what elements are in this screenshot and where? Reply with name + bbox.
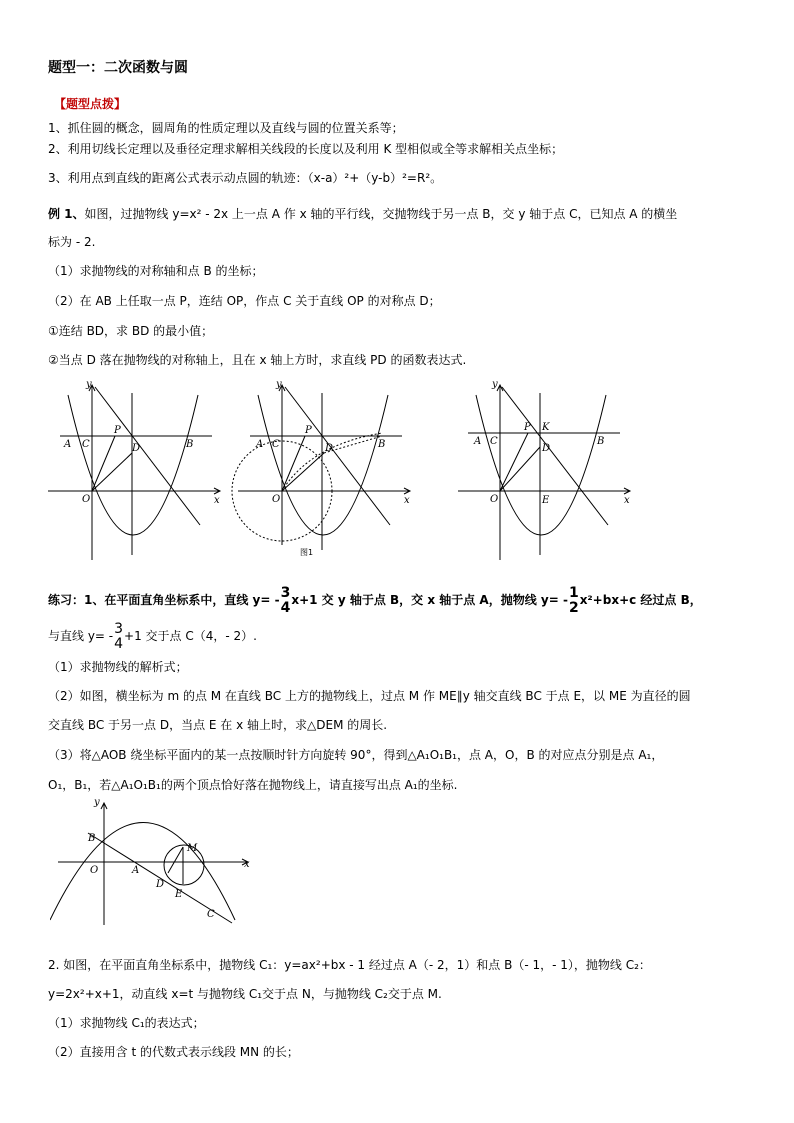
practice2-line1: 2. 如图，在平面直角坐标系中，抛物线 C₁：y=ax²+bx - 1 经过点 A（- 2，1）和点 B（- 1，- 1），抛物线 C₂： xyxy=(48,958,651,972)
fig2-label-o: O xyxy=(272,494,281,505)
practice1-text-b: x+1 交 y 轴于点 B，交 x 轴于点 A，抛物线 y= - xyxy=(291,593,568,607)
practice2-line2: y=2x²+x+1，动直线 x=t 与抛物线 C₁交于点 N，与抛物线 C₂交于点 M. xyxy=(48,987,442,1001)
example1-text: 如图，过抛物线 y=x² - 2x 上一点 A 作 x 轴的平行线，交抛物线于另一点 B，交 y 轴于点 C，已知点 A 的横坐 xyxy=(84,207,678,221)
practice1-line2 xyxy=(48,614,257,658)
parabola xyxy=(50,823,235,921)
fig3-label-e: E xyxy=(542,495,550,506)
practice1-label: 练习：1、在平面直角坐标系中， xyxy=(48,593,225,607)
practice1-q2-line2: 交直线 BC 于另一点 D，当点 E 在 x 轴上时，求△DEM 的周长. xyxy=(48,718,388,732)
practice1-q3-line2: O₁，B₁，若△A₁O₁B₁的两个顶点恰好落在抛物线上，请直接写出点 A₁的坐标. xyxy=(48,778,458,792)
example1-q2: （2）在 AB 上任取一点 P，连结 OP，作点 C 关于直线 OP 的对称点 D； xyxy=(48,294,441,308)
fig2-label-a: A xyxy=(256,439,264,450)
practice-label-d: D xyxy=(156,879,165,890)
practice-label-x: x xyxy=(244,859,250,870)
line-pd xyxy=(95,387,200,525)
practice-label-c: C xyxy=(207,909,215,920)
practice2-q1: （1）求抛物线 C₁的表达式； xyxy=(48,1016,205,1030)
figure-caption: 图1 xyxy=(300,548,314,557)
parabola xyxy=(258,395,388,535)
dotted-arc xyxy=(282,433,382,491)
fig2-label-d: D xyxy=(325,443,334,454)
segment-op xyxy=(500,433,528,491)
fig1-label-x: x xyxy=(214,495,220,506)
fraction-numerator: 3 xyxy=(280,584,291,601)
segment-op xyxy=(92,436,115,491)
fig2-label-y: y xyxy=(276,379,282,390)
fig3-label-y: y xyxy=(492,379,498,390)
section-title: 题型一：二次函数与圆 xyxy=(48,60,188,76)
practice1-figure xyxy=(50,795,270,930)
line-pd xyxy=(502,387,608,525)
fraction-3-4 xyxy=(281,586,291,616)
circle-me xyxy=(164,845,204,885)
line-pd xyxy=(285,387,390,525)
practice1-q2-line1: （2）如图，横坐标为 m 的点 M 在直线 BC 上方的抛物线上，过点 M 作 ME∥y 轴交直线 BC 于点 E，以 ME 为直径的圆 xyxy=(48,689,691,703)
practice-label-o: O xyxy=(90,865,99,876)
practice1-text-a: 直线 y= - xyxy=(224,593,280,607)
tip-2: 2、利用切线长定理以及垂径定理求解相关线段的长度以及利用 K 型相似或全等求解相关点坐标； xyxy=(48,142,564,156)
fig1-label-a: A xyxy=(64,439,72,450)
fig3-label-o: O xyxy=(490,494,499,505)
fig2-label-c: C xyxy=(272,439,280,450)
fig3-label-b: B xyxy=(597,436,605,447)
example1-line1 xyxy=(48,206,677,222)
practice-label-y: y xyxy=(94,797,100,808)
example1-label: 例 1、 xyxy=(48,207,85,221)
fig2-label-x: x xyxy=(404,495,410,506)
practice1-figure-shapes xyxy=(50,803,248,925)
tips-header: 【题型点拨】 xyxy=(54,97,127,111)
segment-od xyxy=(500,447,540,491)
fig3-label-k: K xyxy=(542,422,550,433)
fraction-denominator: 2 xyxy=(568,599,579,616)
fig1-label-p: P xyxy=(114,425,121,436)
tip-1: 1、抓住圆的概念，圆周角的性质定理以及直线与圆的位置关系等； xyxy=(48,121,404,135)
fraction-numerator: 3 xyxy=(114,620,124,637)
example1-q2a: ①连结 BD，求 BD 的最小值； xyxy=(48,324,214,338)
fig2-label-b: B xyxy=(378,439,386,450)
figure-1 xyxy=(48,385,220,560)
fig3-label-p: P xyxy=(524,422,531,433)
fraction-1-2 xyxy=(569,586,579,616)
example1-q1: （1）求抛物线的对称轴和点 B 的坐标； xyxy=(48,264,264,278)
fraction-denominator: 4 xyxy=(280,599,291,616)
segment-od xyxy=(282,453,324,491)
fig2-label-p: P xyxy=(305,425,312,436)
example1-line2: 标为 - 2. xyxy=(48,235,96,249)
figure-1-labels xyxy=(63,379,220,506)
parabola xyxy=(476,395,606,535)
fraction-numerator: 1 xyxy=(568,584,579,601)
fig1-label-o: O xyxy=(82,494,91,505)
fig1-label-y: y xyxy=(86,379,92,390)
example1-q2b: ②当点 D 落在抛物线的对称轴上，且在 x 轴上方时，求直线 PD 的函数表达式. xyxy=(48,353,467,367)
fig1-label-c: C xyxy=(82,439,90,450)
practice-label-m: M xyxy=(187,843,198,854)
figure-2 xyxy=(232,385,410,550)
fraction-3-4 xyxy=(114,622,123,652)
practice1-line2-b: +1 交于点 C（4，- 2）. xyxy=(124,629,257,643)
practice-label-b: B xyxy=(88,833,96,844)
fig3-label-a: A xyxy=(474,436,482,447)
tip-3: 3、利用点到直线的距离公式表示动点圆的轨迹：（x-a）²+（y-b）²=R²。 xyxy=(48,171,443,185)
fig1-label-d: D xyxy=(132,443,141,454)
fig3-label-d: D xyxy=(542,443,551,454)
segment-op xyxy=(282,436,305,491)
practice-label-a: A xyxy=(132,865,140,876)
figure-3 xyxy=(458,385,630,560)
parabola xyxy=(68,395,198,535)
practice1-q3-line1: （3）将△AOB 绕坐标平面内的某一点按顺时针方向旋转 90°，得到△A₁O₁B₁，点 A，O，B 的对应点分别是点 A₁， xyxy=(48,748,664,762)
practice2-q2: （2）直接用含 t 的代数式表示线段 MN 的长； xyxy=(48,1045,299,1059)
practice-label-e: E xyxy=(175,889,183,900)
segment-od xyxy=(92,453,132,491)
fig3-label-x: x xyxy=(624,495,630,506)
practice1-text-c: x²+bx+c 经过点 B， xyxy=(579,593,702,607)
practice1-line2-a: 与直线 y= - xyxy=(48,629,114,643)
figure-3-labels xyxy=(473,379,630,506)
fig3-label-c: C xyxy=(490,436,498,447)
fraction-denominator: 4 xyxy=(114,635,124,652)
practice1-q1: （1）求抛物线的解析式； xyxy=(48,660,188,674)
example1-figures xyxy=(40,375,780,570)
fig1-label-b: B xyxy=(186,439,194,450)
